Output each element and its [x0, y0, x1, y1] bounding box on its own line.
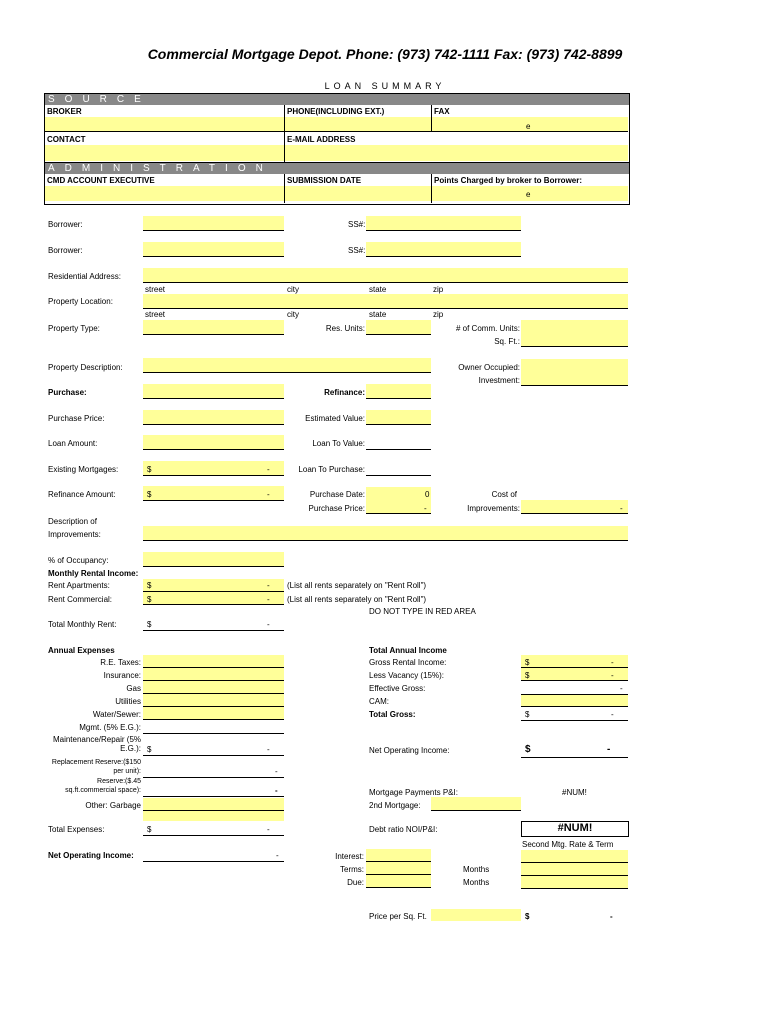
purchase-label: Purchase: [48, 388, 87, 397]
re-taxes-field[interactable] [143, 655, 284, 668]
total-expenses-value: - [267, 825, 270, 834]
ltv-label: Loan To Value: [312, 439, 365, 448]
desc-improvements-field[interactable] [143, 526, 628, 541]
existing-mortgages-field[interactable] [143, 461, 284, 476]
utilities-label: Utilities [115, 697, 141, 706]
purchase-price2-field[interactable] [366, 500, 431, 514]
vacancy-dollar: $ [525, 671, 530, 680]
other-field[interactable] [143, 798, 284, 811]
second-rate-label: Second Mtg. Rate & Term [522, 840, 614, 849]
rent-commercial-dollar: $ [147, 595, 152, 604]
repl-value: - [275, 767, 278, 776]
interest-field[interactable] [366, 849, 431, 862]
existing-value: - [267, 465, 270, 474]
res-units-label: Res. Units: [325, 324, 365, 333]
total-expenses-dollar: $ [147, 825, 152, 834]
repl-field [143, 777, 284, 778]
investment-label: Investment: [478, 376, 520, 385]
price-sqft-dollar: $ [525, 912, 530, 921]
street-label: street [145, 285, 166, 294]
cam-field[interactable] [521, 695, 628, 707]
gross-label: Gross Rental Income: [369, 658, 447, 667]
refinance-label: Refinance: [324, 388, 365, 397]
gross-dollar: $ [525, 658, 530, 667]
sqft-field[interactable] [521, 333, 628, 347]
contact-field[interactable] [45, 145, 284, 161]
zip2-label: zip [433, 310, 444, 319]
borrower2-field[interactable] [143, 242, 284, 257]
rent-roll-note-1: (List all rents separately on "Rent Roll") [287, 581, 427, 590]
income-noi-dollar: $ [525, 744, 531, 755]
zip-label: zip [433, 285, 444, 294]
total-expenses-label: Total Expenses: [48, 825, 105, 834]
due-label: Due: [347, 878, 364, 887]
property-location-label: Property Location: [48, 297, 113, 306]
existing-mortgages-label: Existing Mortgages: [48, 465, 119, 474]
total-expenses-field [143, 835, 284, 836]
price-sqft-field[interactable] [431, 909, 521, 921]
mgmt-field [143, 733, 284, 734]
sqft-label: Sq. Ft.: [494, 337, 520, 346]
contact-label: CONTACT [47, 135, 86, 144]
refinance-field[interactable] [366, 384, 431, 399]
improvements-field[interactable] [521, 500, 628, 514]
borrower1-field[interactable] [143, 216, 284, 231]
purchase-price-field[interactable] [143, 410, 284, 425]
other-field-extra[interactable] [143, 811, 284, 821]
property-type-field[interactable] [143, 320, 284, 335]
price-sqft-label: Price per Sq. Ft. [369, 912, 427, 921]
broker-label: BROKER [47, 107, 82, 116]
desc-of-label: Description of [48, 517, 97, 526]
maint-dollar: $ [147, 745, 152, 754]
loan-amount-field[interactable] [143, 435, 284, 450]
residential-field[interactable] [143, 268, 628, 283]
expenses-noi-label: Net Operating Income: [48, 851, 134, 860]
refi-value: - [267, 490, 270, 499]
purchase-price2-value: - [424, 504, 427, 513]
loan-amount-label: Loan Amount: [48, 439, 98, 448]
fax-value: e [526, 122, 531, 131]
points-value: e [526, 190, 531, 199]
owner-occupied-label: Owner Occupied: [458, 363, 520, 372]
terms-field[interactable] [366, 862, 431, 875]
refinance-amount-label: Refinance Amount: [48, 490, 116, 499]
purchase-date-field[interactable] [366, 487, 431, 501]
refi-dollar: $ [147, 490, 152, 499]
state2-label: state [369, 310, 387, 319]
submission-field[interactable] [285, 186, 431, 201]
total-monthly-value: - [267, 620, 270, 629]
income-noi-field [521, 757, 628, 758]
gas-label: Gas [126, 684, 141, 693]
property-type-label: Property Type: [48, 324, 100, 333]
utilities-field[interactable] [143, 694, 284, 707]
effective-value: - [620, 684, 623, 693]
mortgage-payments-label: Mortgage Payments P&I: [369, 788, 458, 797]
total-gross-dollar: $ [525, 710, 530, 719]
street2-label: street [145, 310, 166, 319]
residential-label: Residential Address: [48, 272, 121, 281]
insurance-field[interactable] [143, 668, 284, 681]
cost-of-label: Cost of [491, 490, 517, 499]
interest-label: Interest: [335, 852, 364, 861]
other-label: Other: Garbage [85, 801, 141, 810]
ltp-label: Loan To Purchase: [298, 465, 365, 474]
exec-field[interactable] [45, 186, 284, 201]
reserve-label-1: Reserve:($.45 [97, 778, 141, 785]
submission-label: SUBMISSION DATE [287, 176, 362, 185]
investment-field[interactable] [521, 372, 628, 386]
gas-field[interactable] [143, 681, 284, 694]
occupancy-field[interactable] [143, 552, 284, 567]
rent-roll-note-2: (List all rents separately on "Rent Roll") [287, 595, 427, 604]
reserve-label-2: sq.ft.commercial space): [65, 787, 141, 794]
state-label: state [369, 285, 387, 294]
total-gross-label: Total Gross: [369, 710, 416, 719]
points-label: Points Charged by broker to Borrower: [434, 176, 583, 185]
income-noi-value: - [607, 744, 611, 755]
terms-label: Terms: [340, 865, 364, 874]
water-field[interactable] [143, 707, 284, 720]
source-band: SOURCE [45, 94, 629, 105]
rent-apartments-dollar: $ [147, 581, 152, 590]
purchase-price-label: Purchase Price: [48, 414, 105, 423]
property-description-label: Property Description: [48, 363, 123, 372]
res-units-field[interactable] [366, 320, 431, 335]
monthly-rental-label: Monthly Rental Income: [48, 569, 139, 578]
company-header: Commercial Mortgage Depot. Phone: (973) 742-1111 Fax: (973) 742-8899 [147, 46, 623, 62]
administration-band: ADMINISTRATION [45, 163, 629, 174]
months-1: Months [463, 865, 490, 874]
existing-dollar: $ [147, 465, 152, 474]
rent-commercial-value: - [267, 595, 270, 604]
property-location-field[interactable] [143, 294, 628, 309]
property-description-field[interactable] [143, 358, 431, 373]
total-monthly-label: Total Monthly Rent: [48, 620, 117, 629]
mortgage-payments-value: #NUM! [562, 788, 587, 797]
annual-income-title: Total Annual Income [369, 646, 447, 655]
reserve-field [143, 796, 284, 797]
months-2: Months [463, 878, 490, 887]
purchase-price2-label: Purchase Price: [308, 504, 365, 513]
due-field[interactable] [366, 875, 431, 888]
mgmt-label: Mgmt. (5% E.G.): [79, 723, 141, 732]
owner-occupied-field[interactable] [521, 359, 628, 373]
re-taxes-label: R.E. Taxes: [100, 658, 141, 667]
rent-apartments-label: Rent Apartments: [48, 581, 110, 590]
income-noi-label: Net Operating Income: [369, 746, 450, 755]
borrower2-label: Borrower: [48, 246, 83, 255]
borrower1-label: Borrower: [48, 220, 83, 229]
phone-label: PHONE(INCLUDING EXT.) [287, 107, 385, 116]
water-label: Water/Sewer: [92, 710, 141, 719]
insurance-label: Insurance: [103, 671, 141, 680]
estimated-value-label: Estimated Value: [305, 414, 365, 423]
broker-field[interactable] [45, 117, 284, 131]
total-gross-field [521, 720, 628, 721]
repl-label-2: per unit): [113, 768, 141, 775]
estimated-value-field[interactable] [366, 410, 431, 425]
maint-value: - [267, 745, 270, 754]
total-monthly-field [143, 630, 284, 631]
cam-label: CAM: [369, 697, 389, 706]
loan-summary-title: LOAN SUMMARY [324, 81, 446, 91]
rent-apartments-field[interactable] [143, 579, 284, 592]
debt-ratio-value: #NUM! [521, 821, 629, 837]
second-rate-field-2[interactable] [521, 863, 628, 876]
ss1-field[interactable] [366, 216, 521, 231]
gross-value: - [611, 658, 614, 667]
vacancy-value: - [611, 671, 614, 680]
maint-label-1: Maintenance/Repair (5% [52, 735, 141, 744]
ltp-field[interactable] [366, 475, 431, 476]
comm-units-label: # of Comm. Units: [455, 324, 520, 333]
total-monthly-dollar: $ [147, 620, 152, 629]
email-field[interactable] [285, 145, 628, 161]
price-sqft-value: - [610, 912, 613, 921]
expenses-noi-value: - [276, 851, 279, 860]
city2-label: city [287, 310, 299, 319]
rent-apartments-value: - [267, 581, 270, 590]
ss1-label: SS#: [348, 220, 366, 229]
phone-field[interactable] [285, 117, 431, 131]
email-label: E-MAIL ADDRESS [287, 135, 356, 144]
purchase-date-label: Purchase Date: [309, 490, 365, 499]
vacancy-label: Less Vacancy (15%): [369, 671, 444, 680]
fax-label: FAX [434, 107, 450, 116]
debt-ratio-label: Debt ratio NOI/P&I: [369, 825, 438, 834]
comm-units-field[interactable] [521, 320, 628, 334]
second-rate-field-1[interactable] [521, 850, 628, 863]
rent-commercial-field[interactable] [143, 592, 284, 605]
second-rate-field-3[interactable] [521, 876, 628, 889]
total-gross-value: - [611, 710, 614, 719]
ltv-field[interactable] [366, 449, 431, 450]
ss2-field[interactable] [366, 242, 521, 257]
purchase-field[interactable] [143, 384, 284, 399]
desc-improvements-label: Improvements: [48, 530, 101, 539]
repl-label-1: Replacement Reserve:($150 [51, 759, 141, 766]
annual-expenses-title: Annual Expenses [48, 646, 115, 655]
expenses-noi-field [143, 861, 284, 862]
improvements-value: - [620, 504, 623, 513]
ss2-label: SS#: [348, 246, 366, 255]
second-mortgage-label: 2nd Mortgage: [369, 801, 421, 810]
purchase-date-value: 0 [425, 490, 430, 499]
rule [45, 131, 628, 132]
red-area-note: DO NOT TYPE IN RED AREA [369, 607, 476, 616]
maint-field [143, 755, 284, 756]
second-mortgage-field[interactable] [431, 797, 521, 811]
city-label: city [287, 285, 299, 294]
exec-label: CMD ACCOUNT EXECUTIVE [47, 176, 155, 185]
improvements-label: Improvements: [467, 504, 520, 513]
rent-commercial-label: Rent Commercial: [48, 595, 113, 604]
effective-label: Effective Gross: [369, 684, 426, 693]
refinance-amount-field[interactable] [143, 486, 284, 501]
reserve-value: - [275, 786, 278, 795]
maint-label-2: E.G.): [120, 744, 141, 753]
occupancy-label: % of Occupancy: [48, 556, 109, 565]
